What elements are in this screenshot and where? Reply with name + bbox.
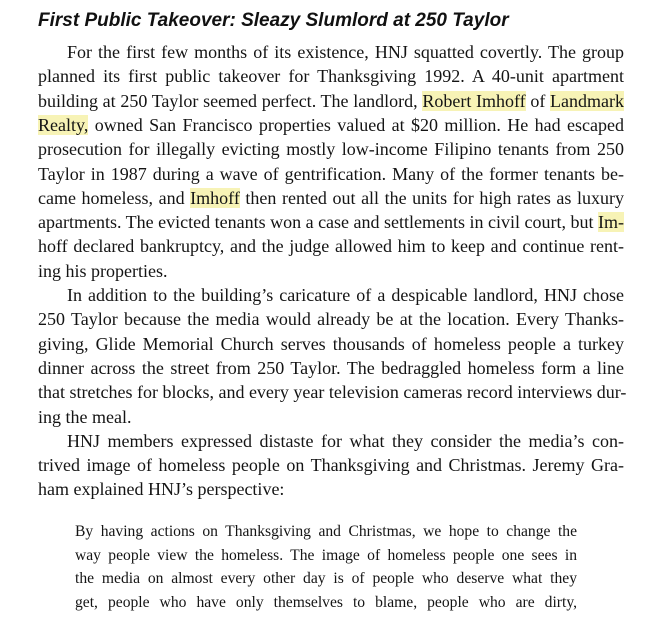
text-run: that stretches for blocks, and every year television cameras record interviews dur-	[38, 382, 627, 403]
paragraph-1-line	[38, 186, 624, 210]
paragraph-1-line	[38, 113, 624, 137]
text-run: then rented out all the units for high rates as luxury	[239, 187, 624, 208]
highlighted-text: Im-	[598, 212, 624, 233]
paragraph-3-line	[67, 429, 624, 453]
paragraph-2-line	[38, 307, 624, 331]
paragraph-1-line	[38, 162, 624, 186]
text-run: 250 Taylor because the media would already be at the location. Every Thanks-	[38, 309, 624, 330]
paragraph-1-line	[67, 40, 624, 64]
paragraph-2-line	[67, 283, 624, 307]
paragraph-1-line	[38, 234, 624, 258]
paragraph-1-line	[38, 89, 624, 113]
text-run: In addition to the building’s caricature of a despicable landlord, HNJ chose	[67, 285, 624, 305]
text-run: came homeless, and	[38, 187, 191, 208]
text-run: giving, Glide Memorial Church serves thousands of homeless people a turkey	[38, 333, 624, 354]
text-run: For the first few months of its existence, HNJ squatted covertly. The group	[67, 42, 624, 62]
text-run: building at 250 Taylor seemed perfect. The landlord,	[38, 90, 423, 111]
paragraph-2-line	[38, 332, 624, 356]
text-run: trived image of homeless people on Thanksgiving and Christmas. Jeremy Gra-	[38, 455, 624, 476]
quote-line: get, people who have only themselves to blame, people who are dirty,	[75, 593, 577, 611]
quote-line: the media on almost every other day is of people who deserve what they	[75, 570, 577, 588]
highlighted-text: Robert Imhoff	[422, 90, 526, 111]
text-run: Taylor in 1987 during a wave of gentrification. Many of the former tenants be-	[38, 163, 624, 184]
text-run: ham explained HNJ’s perspective:	[38, 479, 285, 500]
text-run: HNJ members expressed distaste for what they consider the media’s con-	[67, 430, 624, 451]
highlighted-text: Landmark	[550, 90, 624, 111]
paragraph-2-line	[38, 356, 624, 380]
paragraph-3-line	[38, 453, 624, 477]
paragraph-2-line	[38, 380, 627, 404]
paragraph-1-line	[38, 259, 624, 283]
text-run: ing the meal.	[38, 406, 132, 427]
text-run: apartments. The evicted tenants won a case and settlements in civil court, but	[38, 212, 598, 233]
quote-line: By having actions on Thanksgiving and Christmas, we hope to change the	[75, 523, 577, 540]
paragraph-1-line	[38, 210, 624, 234]
text-run: of	[525, 90, 551, 111]
highlighted-text: Imhoff	[190, 187, 240, 208]
text-run: ing his properties.	[38, 260, 168, 281]
paragraph-3-line	[38, 477, 624, 501]
text-run: owned San Francisco properties valued at $20 million. He had escaped	[88, 114, 624, 135]
text-run: hoff declared bankruptcy, and the judge allowed him to keep and continue rent-	[38, 236, 624, 257]
highlighted-text: Realty,	[38, 114, 89, 135]
text-run: prosecution for illegally evicting mostly low-income Filipino tenants from 250	[38, 139, 624, 160]
text-run: dinner across the street from 250 Taylor. The bedraggled homeless form a line	[38, 357, 624, 378]
paragraph-2-line	[38, 405, 624, 429]
paragraph-1-line	[38, 137, 624, 161]
text-run: planned its first public takeover for Thanksgiving 1992. A 40-unit apartment	[38, 66, 624, 87]
paragraph-1-line	[38, 64, 624, 88]
section-heading: First Public Takeover: Sleazy Slumlord at 250 Taylor	[38, 10, 509, 31]
quote-line: way people view the homeless. The image of homeless people one sees in	[75, 546, 577, 564]
